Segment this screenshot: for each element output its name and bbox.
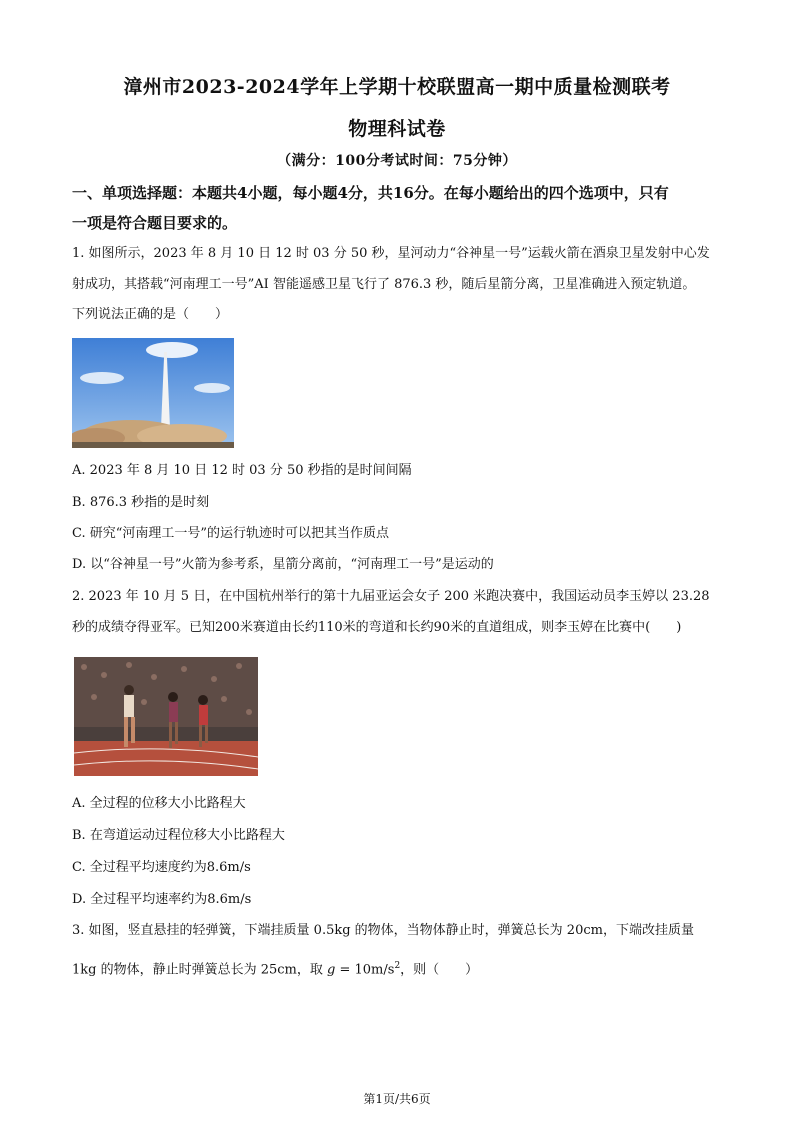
page-footer: 第1页/共6页	[363, 1092, 431, 1106]
q2-option-a: A. 全过程的位移大小比路程大	[72, 796, 246, 811]
q1-option-a: A. 2023 年 8 月 10 日 12 时 03 分 50 秒指的是时间间隔	[72, 463, 412, 478]
q3-sup: 2	[394, 961, 401, 971]
rocket-launch-image	[72, 338, 234, 448]
q1-line1: 1. 如图所示，2023 年 8 月 10 日 12 时 03 分 50 秒，星河动力“谷神星一号”运载火箭在酒泉卫星发射中心发	[72, 246, 710, 261]
q2-option-d: D. 全过程平均速率约为8.6m/s	[72, 892, 252, 907]
q2-option-b: B. 在弯道运动过程位移大小比路程大	[72, 828, 285, 843]
q3-line2-a: 1kg 的物体，静止时弹簧总长为 25cm，取	[72, 962, 328, 978]
q2-option-c: C. 全过程平均速度约为8.6m/s	[72, 860, 251, 875]
q2-line2: 秒的成绩夺得亚军。已知200米赛道由长约110米的弯道和长约90米的直道组成，则李玉婷在比赛中( )	[72, 620, 682, 635]
q1-option-c: C. 研究“河南理工一号”的运行轨迹时可以把其当作质点	[72, 526, 390, 541]
q3-g-symbol: g	[327, 962, 336, 978]
q1-line3: 下列说法正确的是（ ）	[72, 307, 229, 322]
subject-title: 物理科试卷	[348, 118, 446, 140]
q3-line2-b: ，则（ ）	[400, 962, 479, 978]
q2-line1: 2. 2023 年 10 月 5 日，在中国杭州举行的第十九届亚运会女子 200 米跑决赛中，我国运动员李玉婷以 23.28	[72, 589, 710, 604]
q1-option-d: D. 以“谷神星一号”火箭为参考系，星箭分离前，“河南理工一号”是运动的	[72, 557, 494, 572]
exam-title: 漳州市2023-2024学年上学期十校联盟高一期中质量检测联考	[123, 76, 671, 98]
q1-option-b: B. 876.3 秒指的是时刻	[72, 495, 210, 510]
section-heading-line2: 一项是符合题目要求的。	[72, 214, 238, 232]
q3-line1: 3. 如图，竖直悬挂的轻弹簧，下端挂质量 0.5kg 的物体，当物体静止时，弹簧总长为 20cm，下端改挂质量	[72, 923, 694, 938]
q3-eq: = 10m/s	[335, 962, 395, 978]
q3-line2	[72, 957, 478, 979]
sprint-race-image	[74, 657, 258, 776]
exam-meta: （满分：100分考试时间：75分钟）	[277, 153, 517, 169]
q1-line2: 射成功，其搭载“河南理工一号”AI 智能遥感卫星飞行了 876.3 秒，随后星箭分离，卫星准确进入预定轨道。	[72, 277, 696, 292]
section-heading-line1: 一、单项选择题：本题共4小题，每小题4分，共16分。在每小题给出的四个选项中，只有	[72, 184, 669, 202]
